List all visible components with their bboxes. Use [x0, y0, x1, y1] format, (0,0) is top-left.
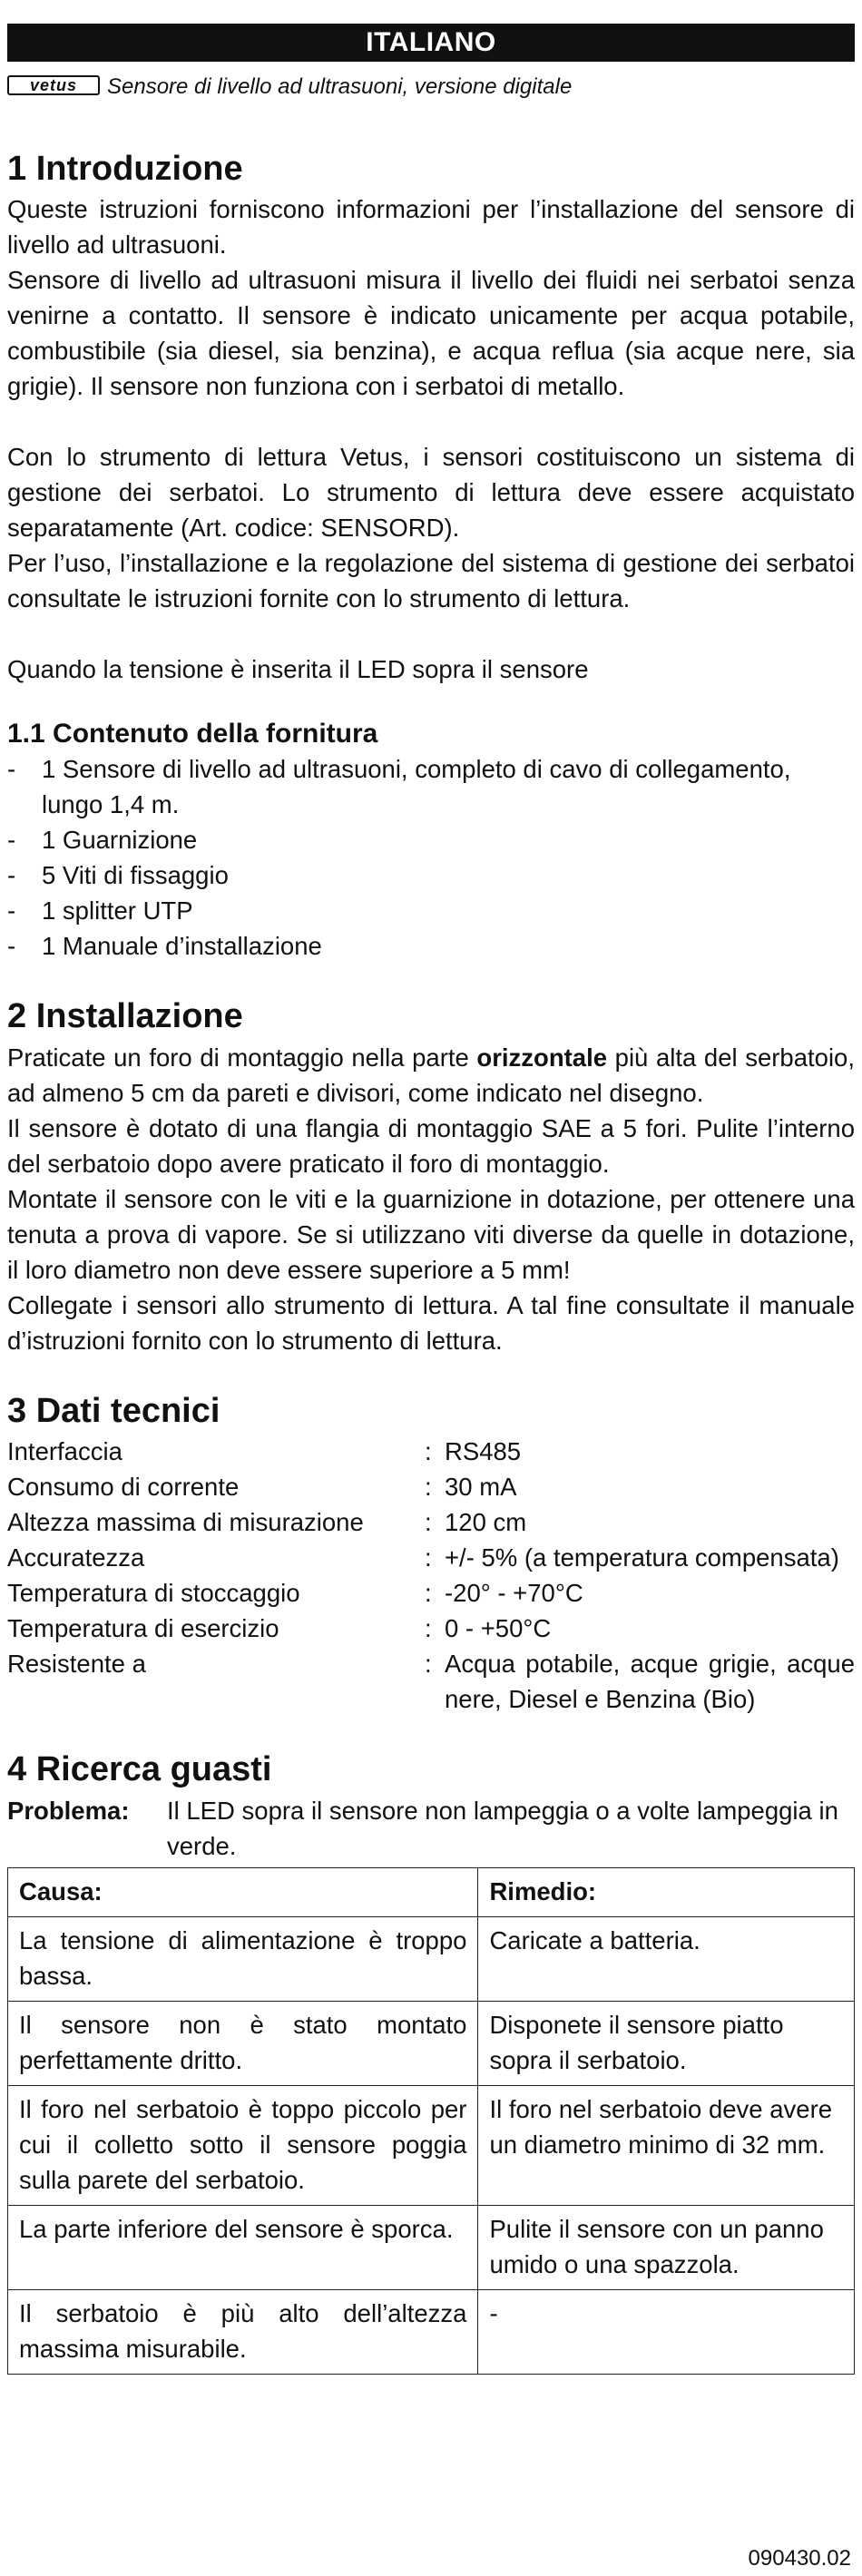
table-row: [8, 2001, 855, 2085]
product-name: Sensore di livello ad ultrasuoni, versione digitale: [107, 74, 573, 99]
contents-list: [7, 751, 855, 964]
cause-cell: La tensione di alimentazione è troppo bassa.: [8, 1916, 478, 2001]
section-installation: [7, 994, 855, 1357]
section-heading: 3 Dati tecnici: [7, 1391, 220, 1430]
paragraph: Quando la tensione è inserita il LED sopra il sensore: [7, 655, 589, 684]
table-header-row: [8, 1867, 855, 1916]
list-item: - 1 Guarnizione: [7, 826, 198, 855]
spec-label: Interfaccia: [7, 1437, 122, 1466]
remedy-cell: Caricate a batteria.: [478, 1916, 855, 2001]
cause-cell: Il sensore non è stato montato perfettamente dritto.: [8, 2001, 478, 2085]
table-row: [8, 2289, 855, 2374]
subsection-heading: 1.1 Contenuto della fornitura: [7, 719, 378, 749]
paragraph: Collegate i sensori allo strumento di lettura. A tal fine consultate il manuale d’istruzioni fornito con lo strumento di lettura.: [7, 1290, 855, 1355]
column-header-remedy: Rimedio:: [478, 1867, 855, 1916]
spec-value: 0 - +50°C: [445, 1614, 552, 1643]
spec-value: -20° - +70°C: [445, 1579, 583, 1608]
spec-label: Temperatura di stoccaggio: [7, 1579, 300, 1608]
section-introduction: [7, 147, 855, 687]
cause-cell: La parte inferiore del sensore è sporca.: [8, 2205, 478, 2289]
spec-label: Altezza massima di misurazione: [7, 1508, 364, 1537]
spec-value: 120 cm: [445, 1508, 527, 1537]
paragraph: Sensore di livello ad ultrasuoni misura il livello dei fluidi nei serbatoi senza venirne a contatto. Il sensore è indicato unicamente per acqua potabile, combustibile (sia diesel, sia benzina), e acqua reflua (sia acque nere, sia grigie). Il sensore non funziona con i serbatoi di metallo.: [7, 266, 855, 401]
product-line: [7, 67, 855, 107]
section-specifications: [7, 1389, 855, 1717]
paragraph: Praticate un foro di montaggio nella parte orizzontale più alta del serbatoio, ad almeno 5 cm da pareti e divisori, come indicato nel disegno.: [7, 1043, 855, 1107]
list-item: - 5 Viti di fissaggio: [7, 861, 229, 890]
spec-label: Resistente a: [7, 1650, 146, 1679]
paragraph: Montate il sensore con le viti e la guarnizione in dotazione, per ottenere una tenuta a prova di vapore. Se si utilizzano viti diverse da quelle in dotazione, il loro diametro non deve essere superiore a 5 mm!: [7, 1184, 855, 1284]
vetus-logo: [7, 73, 102, 102]
list-item: - 1 splitter UTP: [7, 896, 193, 926]
list-item: - 1 Manuale d’installazione: [7, 932, 322, 961]
column-header-cause: Causa:: [8, 1867, 478, 1916]
table-row: [8, 2085, 855, 2205]
spec-label: Consumo di corrente: [7, 1473, 240, 1502]
problem-label: Problema:: [7, 1796, 130, 1825]
paragraph: Il sensore è dotato di una flangia di montaggio SAE a 5 fori. Pulite l’interno del serbatoio dopo avere praticato il foro di montaggio.: [7, 1113, 855, 1178]
language-banner: ITALIANO: [7, 24, 855, 62]
section-heading: 1 Introduzione: [7, 150, 243, 188]
spec-value: Acqua potabile, acque grigie, acque nere, Diesel e Benzina (Bio): [445, 1650, 855, 1714]
cause-cell: Il foro nel serbatoio è toppo piccolo per cui il colletto sotto il sensore poggia sulla parete del serbatoio.: [8, 2085, 478, 2205]
spec-label: Temperatura di esercizio: [7, 1614, 279, 1643]
cause-cell: Il serbatoio è più alto dell’altezza massima misurabile.: [8, 2289, 478, 2374]
section-heading: 2 Installazione: [7, 997, 243, 1036]
section-heading: 4 Ricerca guasti: [7, 1750, 272, 1789]
document-code: 090430.02: [748, 2546, 851, 2571]
paragraph: Con lo strumento di lettura Vetus, i sensori costituiscono un sistema di gestione dei serbatoi. Lo strumento di lettura deve essere acquistato separatamente (Art. codice: SENSORD).: [7, 443, 855, 543]
paragraph: Queste istruzioni forniscono informazioni per l’installazione del sensore di livello ad ultrasuoni.: [7, 195, 855, 260]
spec-label: Accuratezza: [7, 1543, 145, 1572]
spec-value: 30 mA: [445, 1473, 517, 1502]
problem-text: Il LED sopra il sensore non lampeggia o a volte lampeggia in verde.: [167, 1796, 838, 1860]
remedy-cell: Disponete il sensore piatto sopra il serbatoio.: [478, 2001, 855, 2085]
table-row: [8, 1916, 855, 2001]
table-row: [8, 2205, 855, 2289]
manual-page: [7, 24, 855, 2375]
svg-text:vetus: vetus: [29, 75, 78, 94]
spec-value: +/- 5% (a temperatura compensata): [445, 1543, 839, 1572]
list-item: - 1 Sensore di livello ad ultrasuoni, completo di cavo di collegamento, lungo 1,4 m.: [7, 755, 791, 819]
spec-value: RS485: [445, 1437, 522, 1466]
spec-table: Interfaccia : RS485 Consumo di corrente : 30 mA Altezza massima di misurazione : 120 cm Accuratezza : +/- 5% (a temperatura compensata) Temperatura di stoccaggio : -20° - +70°C Temperatura di esercizio : 0 - +50°C Resistente a : Acqua potabile, acque grigie, acque nere, Diesel e Benzina (Bio): [7, 1434, 855, 1717]
section-troubleshooting: [7, 1748, 855, 2374]
troubleshooting-table: [7, 1867, 855, 2375]
remedy-cell: -: [478, 2289, 855, 2374]
section-contents: [7, 716, 855, 964]
remedy-cell: Pulite il sensore con un panno umido o una spazzola.: [478, 2205, 855, 2289]
paragraph: Per l’uso, l’installazione e la regolazione del sistema di gestione dei serbatoi consultate le istruzioni fornite con lo strumento di lettura.: [7, 549, 855, 613]
problem-statement: [7, 1793, 855, 1864]
remedy-cell: Il foro nel serbatoio deve avere un diametro minimo di 32 mm.: [478, 2085, 855, 2205]
